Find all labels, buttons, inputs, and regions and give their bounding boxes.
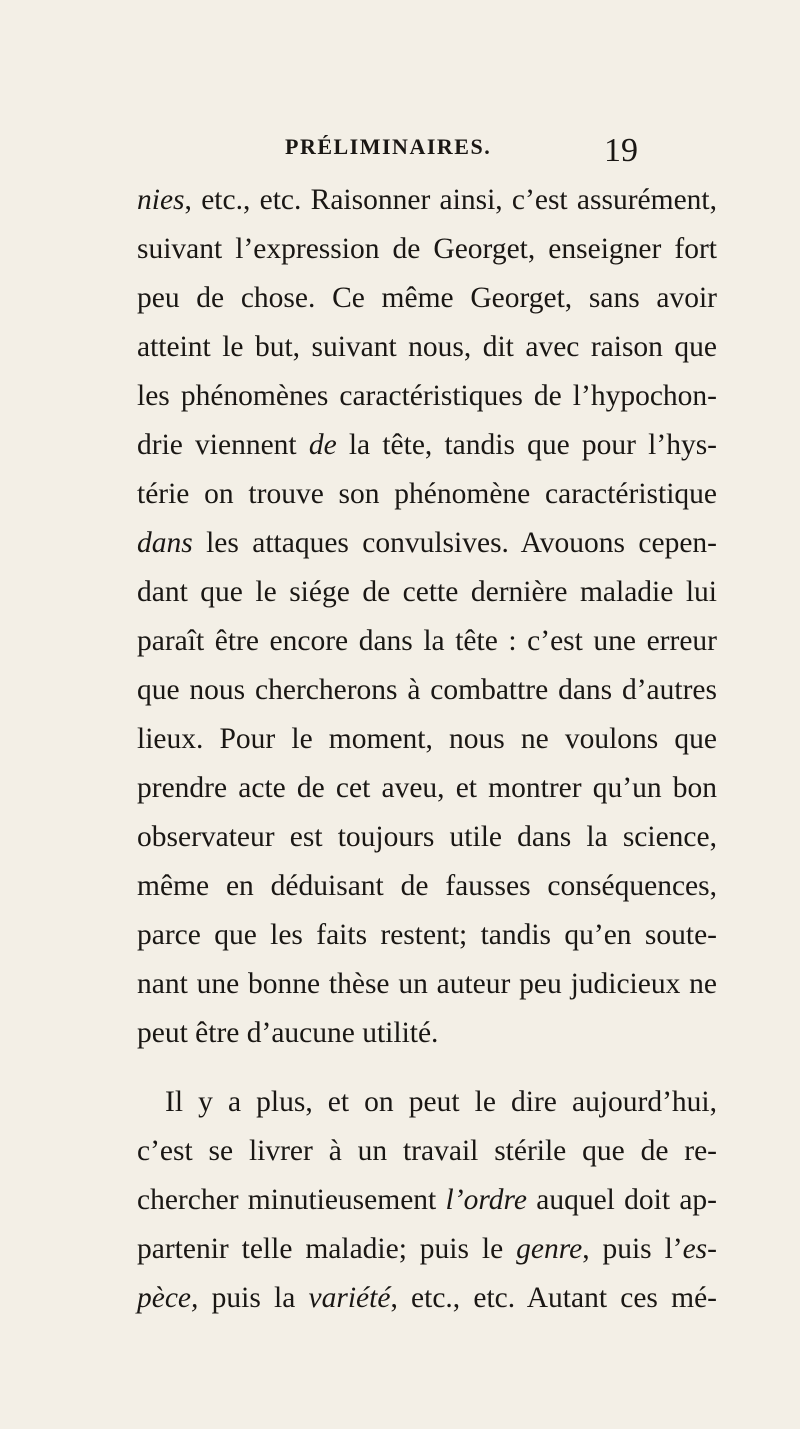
italic-word: genre <box>516 1233 583 1265</box>
text-line-4 <box>137 327 717 367</box>
text-segment: peut être d’aucune utilité. <box>137 1017 439 1049</box>
text-segment: peu de chose. Ce même Georget, sans avoir <box>137 282 717 314</box>
text-segment: , etc., etc. Autant ces mé- <box>390 1282 717 1314</box>
text-line-11 <box>137 670 717 710</box>
italic-word: dans <box>137 527 193 559</box>
text-line-14 <box>137 817 717 857</box>
text-segment: c’est se livrer à un travail stérile que de re- <box>137 1135 717 1167</box>
text-segment: les phénomènes caractéristiques de l’hypochon- <box>137 380 717 412</box>
text-line-23 <box>137 1278 717 1318</box>
italic-word: nies <box>137 184 185 216</box>
italic-word: variété <box>308 1282 391 1314</box>
text-line-19 <box>165 1082 717 1122</box>
text-line-22 <box>137 1229 717 1269</box>
text-line-6 <box>137 425 717 465</box>
text-segment: que nous chercherons à combattre dans d’autres <box>137 674 717 706</box>
page-header <box>0 134 800 174</box>
text-segment: la tête, tandis que pour l’hys- <box>336 429 717 461</box>
text-line-13 <box>137 768 717 808</box>
text-line-18 <box>137 1013 717 1053</box>
text-segment: puis la <box>198 1282 309 1314</box>
text-segment: observateur est toujours utile dans la science, <box>137 821 717 853</box>
text-line-1 <box>137 180 717 220</box>
text-segment: , etc., etc. Raisonner ainsi, c’est assurément, <box>184 184 717 216</box>
italic-word: es- <box>682 1233 717 1265</box>
text-line-15 <box>137 866 717 906</box>
text-segment: atteint le but, suivant nous, dit avec raison que <box>137 331 717 363</box>
text-line-16 <box>137 915 717 955</box>
page-number: 19 <box>604 132 638 169</box>
text-segment: Il y a plus, et on peut le dire aujourd’hui, <box>165 1086 717 1118</box>
text-line-20 <box>137 1131 717 1171</box>
running-title: PRÉLIMINAIRES. <box>285 134 492 159</box>
text-segment: chercher minutieusement <box>137 1184 446 1216</box>
text-line-2 <box>137 229 717 269</box>
text-segment: lieux. Pour le moment, nous ne voulons que <box>137 723 717 755</box>
italic-word: pèce, <box>137 1282 199 1314</box>
text-line-8 <box>137 523 717 563</box>
text-segment: paraît être encore dans la tête : c’est une erreur <box>137 625 717 657</box>
text-line-21 <box>137 1180 717 1220</box>
text-line-7 <box>137 474 717 514</box>
text-segment: prendre acte de cet aveu, et montrer qu’un bon <box>137 772 717 804</box>
text-segment: térie on trouve son phénomène caractéristique <box>137 478 717 510</box>
text-line-5 <box>137 376 717 416</box>
text-segment: dant que le siége de cette dernière maladie lui <box>137 576 717 608</box>
text-segment: parce que les faits restent; tandis qu’en soute- <box>137 919 717 951</box>
text-line-3 <box>137 278 717 318</box>
text-segment: nant une bonne thèse un auteur peu judicieux ne <box>137 968 717 1000</box>
text-segment: partenir telle maladie; puis le <box>137 1233 517 1265</box>
text-line-17 <box>137 964 717 1004</box>
italic-word: de <box>308 429 337 461</box>
text-segment: drie viennent <box>137 429 309 461</box>
text-segment: , puis l’ <box>582 1233 683 1265</box>
text-segment: suivant l’expression de Georget, enseigner fort <box>137 233 717 265</box>
text-segment: les attaques convulsives. Avouons cepen- <box>192 527 717 559</box>
text-line-10 <box>137 621 717 661</box>
text-line-9 <box>137 572 717 612</box>
text-segment: même en déduisant de fausses conséquences, <box>137 870 717 902</box>
text-line-12 <box>137 719 717 759</box>
italic-word: l’ordre <box>445 1184 527 1216</box>
text-segment: auquel doit ap- <box>526 1184 717 1216</box>
